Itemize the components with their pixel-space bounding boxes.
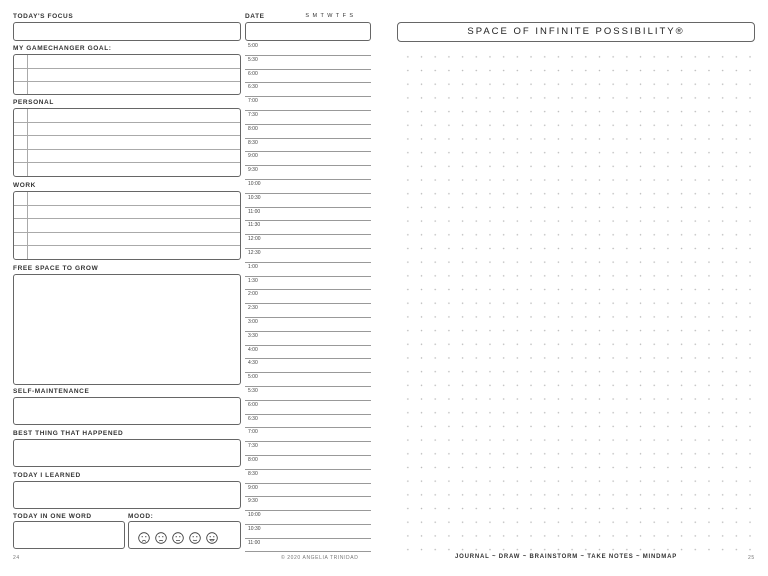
mood-label: MOOD:: [128, 513, 154, 520]
time-slot[interactable]: 9:00: [245, 152, 371, 166]
personal-row[interactable]: [14, 123, 240, 137]
time-slot[interactable]: 5:00: [245, 42, 371, 56]
gamechanger-goal-list[interactable]: [13, 54, 241, 95]
weekday-6[interactable]: S: [349, 13, 353, 19]
time-slot[interactable]: 2:30: [245, 304, 371, 318]
weekday-3[interactable]: W: [327, 13, 333, 19]
time-slot[interactable]: 11:00: [245, 208, 371, 222]
time-slot[interactable]: 1:30: [245, 277, 371, 291]
dot-grid-area[interactable]: [397, 46, 755, 551]
weekday-selector[interactable]: [302, 12, 353, 19]
self-maintenance-label: SELF-MAINTENANCE: [13, 388, 90, 395]
gamechanger-goal-label: MY GAMECHANGER GOAL:: [13, 45, 112, 52]
time-slot[interactable]: 8:30: [245, 139, 371, 153]
todays-focus-field[interactable]: [13, 22, 241, 41]
time-slot[interactable]: 7:30: [245, 111, 371, 125]
todays-focus-label: TODAY'S FOCUS: [13, 13, 74, 20]
goal-row[interactable]: [14, 82, 240, 95]
time-slot[interactable]: 5:30: [245, 387, 371, 401]
goal-row[interactable]: [14, 55, 240, 69]
weekday-4[interactable]: T: [335, 13, 340, 19]
left-page-number: 24: [13, 555, 20, 561]
weekday-5[interactable]: F: [342, 13, 346, 19]
time-slot[interactable]: 7:00: [245, 97, 371, 111]
time-slot[interactable]: 3:00: [245, 318, 371, 332]
goal-row[interactable]: [14, 69, 240, 83]
time-slot[interactable]: 12:00: [245, 235, 371, 249]
time-slot[interactable]: 9:30: [245, 166, 371, 180]
time-slot[interactable]: 5:30: [245, 56, 371, 70]
work-row[interactable]: [14, 219, 240, 233]
weekday-2[interactable]: T: [320, 13, 324, 19]
time-slot[interactable]: 10:00: [245, 511, 371, 525]
one-word-field[interactable]: [13, 521, 125, 549]
time-slot[interactable]: 2:00: [245, 290, 371, 304]
time-slot[interactable]: 9:30: [245, 497, 371, 511]
work-label: WORK: [13, 182, 36, 189]
time-slot[interactable]: 6:30: [245, 415, 371, 429]
space-title: SPACE OF INFINITE POSSIBILITY®: [397, 22, 755, 42]
time-slot[interactable]: 4:30: [245, 359, 371, 373]
sad-face-icon[interactable]: [155, 532, 167, 544]
time-slot[interactable]: 6:30: [245, 83, 371, 97]
one-word-label: TODAY IN ONE WORD: [13, 513, 92, 520]
time-slot[interactable]: 10:30: [245, 194, 371, 208]
today-learned-field[interactable]: [13, 481, 241, 509]
best-thing-label: BEST THING THAT HAPPENED: [13, 430, 124, 437]
personal-row[interactable]: [14, 109, 240, 123]
time-slot[interactable]: 11:30: [245, 221, 371, 235]
time-slot[interactable]: 8:00: [245, 456, 371, 470]
personal-row[interactable]: [14, 136, 240, 150]
time-slot[interactable]: 10:30: [245, 525, 371, 539]
hourly-schedule[interactable]: [245, 42, 371, 552]
time-slot[interactable]: 6:00: [245, 401, 371, 415]
neutral-face-icon[interactable]: [172, 532, 184, 544]
time-slot[interactable]: 12:30: [245, 249, 371, 263]
very-sad-face-icon[interactable]: [138, 532, 150, 544]
time-slot[interactable]: 6:00: [245, 70, 371, 84]
mood-selector[interactable]: [128, 521, 241, 549]
work-list[interactable]: [13, 191, 241, 260]
time-slot[interactable]: 10:00: [245, 180, 371, 194]
time-slot[interactable]: 4:00: [245, 346, 371, 360]
work-row[interactable]: [14, 206, 240, 220]
time-slot[interactable]: 1:00: [245, 263, 371, 277]
time-slot[interactable]: 7:00: [245, 428, 371, 442]
time-slot[interactable]: 5:00: [245, 373, 371, 387]
personal-list[interactable]: [13, 108, 241, 177]
work-row[interactable]: [14, 192, 240, 206]
time-slot[interactable]: 11:00: [245, 539, 371, 553]
weekday-0[interactable]: S: [305, 13, 310, 19]
personal-row[interactable]: [14, 150, 240, 164]
best-thing-field[interactable]: [13, 439, 241, 467]
very-happy-face-icon[interactable]: [206, 532, 218, 544]
date-label: DATE: [245, 13, 265, 20]
happy-face-icon[interactable]: [189, 532, 201, 544]
time-slot[interactable]: 8:30: [245, 470, 371, 484]
time-slot[interactable]: 8:00: [245, 125, 371, 139]
work-row[interactable]: [14, 246, 240, 260]
self-maintenance-field[interactable]: [13, 397, 241, 425]
weekday-1[interactable]: M: [312, 13, 318, 19]
free-space-area[interactable]: [13, 274, 241, 385]
date-field[interactable]: [245, 22, 371, 41]
time-slot[interactable]: 9:00: [245, 484, 371, 498]
time-slot[interactable]: 3:30: [245, 332, 371, 346]
right-footer-text: JOURNAL ~ DRAW ~ BRAINSTORM ~ TAKE NOTES ~ MINDMAP: [455, 554, 678, 560]
personal-label: PERSONAL: [13, 99, 54, 106]
work-row[interactable]: [14, 233, 240, 247]
personal-row[interactable]: [14, 163, 240, 177]
time-slot[interactable]: 7:30: [245, 442, 371, 456]
right-page-number: 25: [748, 555, 755, 561]
free-space-label: FREE SPACE TO GROW: [13, 265, 99, 272]
copyright-text: © 2020 ANGELIA TRINIDAD: [281, 555, 359, 561]
today-learned-label: TODAY I LEARNED: [13, 472, 81, 479]
